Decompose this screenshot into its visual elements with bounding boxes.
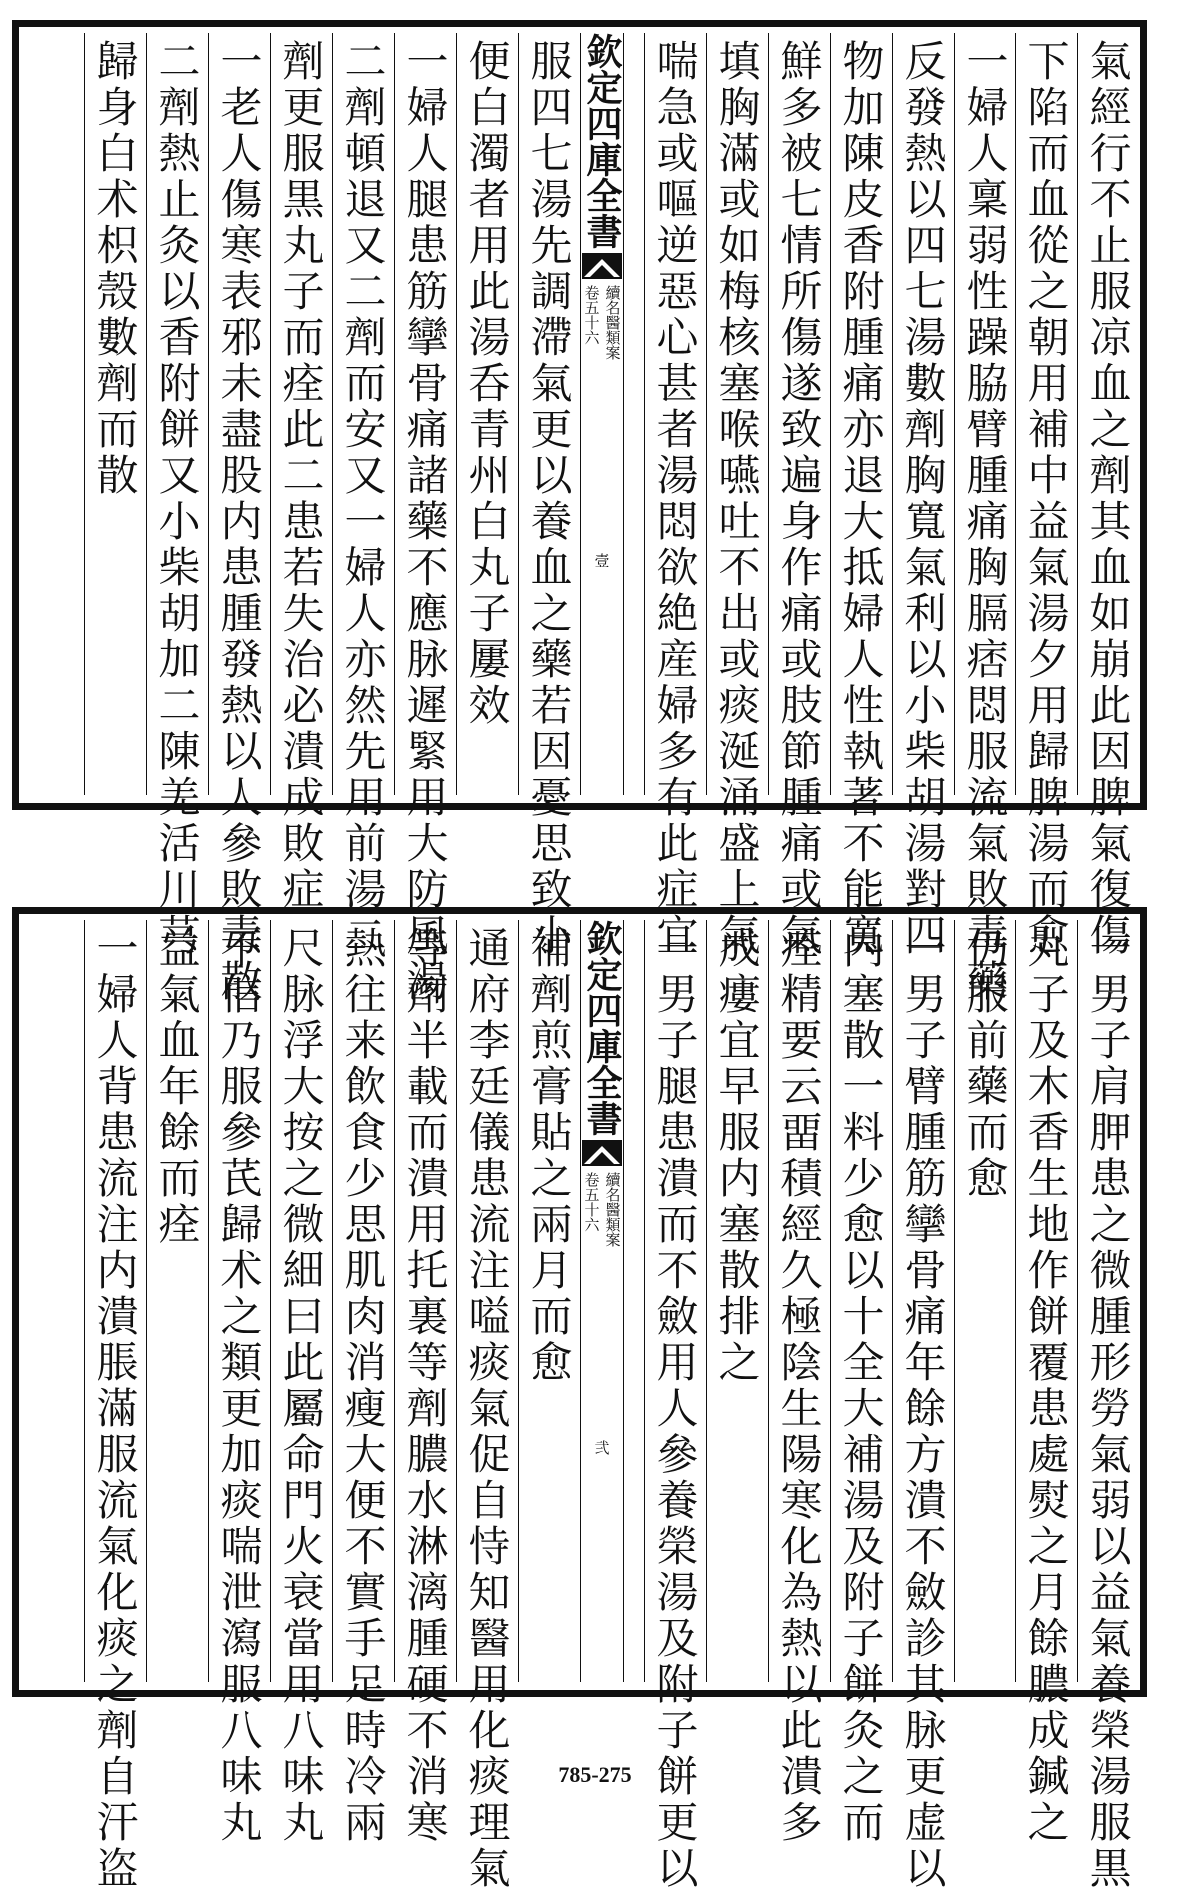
text-column bbox=[394, 920, 454, 1846]
column-text: 劑更服黒丸子而痊此二患若失治必潰成敗症 bbox=[276, 39, 326, 913]
text-column bbox=[954, 920, 1014, 1682]
text-column bbox=[518, 33, 578, 959]
text-column bbox=[1015, 33, 1075, 959]
column-text: 一婦人稟弱性躁脇臂腫痛胸膈痞悶服流氣敗毒藥 bbox=[960, 39, 1010, 1005]
text-column bbox=[706, 920, 766, 1682]
column-text: 一男子腿患潰而不斂用人參養榮湯及附子餅更以 bbox=[650, 926, 700, 1892]
text-column bbox=[208, 920, 268, 1846]
text-column bbox=[456, 920, 516, 1892]
column-text: 不信乃服參芪歸术之類更加痰喘泄瀉服八味丸 bbox=[214, 926, 264, 1846]
column-text: 補劑煎膏貼之兩月而愈 bbox=[524, 926, 574, 1386]
banner-title: 欽定四庫全書 bbox=[581, 33, 623, 249]
column-text: 喘急或嘔逆惡心甚者湯悶欲絶産婦多有此症宜 bbox=[650, 39, 700, 959]
text-column bbox=[1077, 33, 1137, 959]
text-column bbox=[270, 920, 330, 1846]
text-column bbox=[394, 33, 454, 1005]
text-column bbox=[332, 920, 392, 1846]
top-page bbox=[12, 20, 1147, 1005]
column-text: 益氣血年餘而痊 bbox=[152, 926, 202, 1248]
column-text: 仍服前藥而愈 bbox=[960, 926, 1010, 1202]
fish-tail-ornament-icon bbox=[582, 253, 622, 279]
column-text: 一老人傷寒表邪未盡股内患腫發熱以人參敗毒散 bbox=[214, 39, 264, 1005]
column-text: 鮮多被七情所傷遂致遍身作痛或肢節腫痛或氣 bbox=[774, 39, 824, 959]
folio-number: 弐 bbox=[592, 1440, 611, 1455]
text-column bbox=[146, 920, 206, 1682]
page-number-footer: 785-275 bbox=[558, 1762, 632, 1787]
text-column bbox=[768, 33, 828, 959]
column-text: 二劑熱止灸以香附餅又小柴胡加二陳羌活川芎 bbox=[152, 39, 202, 959]
column-text: 熱往来飲食少思肌肉消瘦大便不實手足時冷兩 bbox=[338, 926, 388, 1846]
column-text: 一婦人腿患筋攣骨痛諸藥不應脉遲緊用大防風湯 bbox=[400, 39, 450, 1005]
column-text: 一男子肩胛患之微腫形勞氣弱以益氣養榮湯服黒 bbox=[1083, 926, 1133, 1892]
center-banner bbox=[580, 920, 624, 1682]
text-column bbox=[84, 920, 144, 1892]
text-column bbox=[644, 33, 704, 959]
text-column bbox=[954, 33, 1014, 1005]
text-column bbox=[892, 920, 952, 1892]
column-text: 物加陳皮香附腫痛亦退大抵婦人性執著不能寬 bbox=[836, 39, 886, 959]
banner-subtitle bbox=[583, 285, 622, 360]
text-column bbox=[1077, 920, 1137, 1892]
folio-number: 壹 bbox=[592, 553, 611, 568]
text-column bbox=[706, 33, 766, 959]
center-banner bbox=[580, 33, 624, 795]
book-title: 續名醫類案 bbox=[603, 285, 622, 360]
column-text: 填胸滿或如梅核塞喉嚥吐不出或痰涎涌盛上氣 bbox=[712, 39, 762, 959]
volume-label: 卷五十六 bbox=[582, 1172, 601, 1232]
column-text: 一婦人背患流注内潰脹滿服流氣化痰之劑自汗盗 bbox=[90, 926, 140, 1892]
text-column bbox=[830, 920, 890, 1846]
inner-frame bbox=[18, 26, 1141, 1005]
column-text: 等劑半載而潰用托裏等劑膿水淋漓腫硬不消寒 bbox=[400, 926, 450, 1846]
banner-subtitle bbox=[583, 1172, 622, 1247]
column-text: 通府李廷儀患流注嗌痰氣促自恃知醫用化痰理氣 bbox=[462, 926, 512, 1892]
column-text: 反發熱以四七湯數劑胸寬氣利以小柴胡湯對四 bbox=[898, 39, 948, 959]
column-text: 痊精要云畱積經久極陰生陽寒化為熱以此潰多 bbox=[774, 926, 824, 1846]
column-text: 成瘻宜早服内塞散排之 bbox=[712, 926, 762, 1386]
text-column bbox=[892, 33, 952, 959]
text-column bbox=[146, 33, 206, 959]
column-text: 二劑頓退又二劑而安又一婦人亦然先用前湯二 bbox=[338, 39, 388, 959]
column-text: 尺脉浮大按之微細曰此屬命門火衰當用八味丸 bbox=[276, 926, 326, 1846]
text-column bbox=[768, 920, 828, 1846]
text-column bbox=[518, 920, 578, 1682]
banner-title: 欽定四庫全書 bbox=[581, 920, 623, 1136]
volume-label: 卷五十六 bbox=[582, 285, 601, 345]
text-column bbox=[208, 33, 268, 1005]
column-text: 便白濁者用此湯呑青州白丸子屢效 bbox=[462, 39, 512, 729]
fish-tail-ornament-icon bbox=[582, 1140, 622, 1166]
text-column bbox=[644, 920, 704, 1892]
column-text: 歸身白术枳殼數劑而散 bbox=[90, 39, 140, 499]
book-title: 續名醫類案 bbox=[603, 1172, 622, 1247]
column-text: 服四七湯先調滯氣更以養血之藥若因憂思致小 bbox=[524, 39, 574, 959]
text-column bbox=[1015, 920, 1075, 1846]
text-column bbox=[456, 33, 516, 795]
text-column bbox=[830, 33, 890, 959]
column-text: 氣經行不止服凉血之劑其血如崩此因脾氣復傷 bbox=[1083, 39, 1133, 959]
text-column bbox=[270, 33, 330, 913]
column-text: 内塞散一料少愈以十全大補湯及附子餅灸之而 bbox=[836, 926, 886, 1846]
column-text: 丸子及木香生地作餅覆患處熨之月餘膿成鍼之 bbox=[1021, 926, 1071, 1846]
text-column bbox=[332, 33, 392, 959]
column-text: 下陷而血從之朝用補中益氣湯夕用歸脾湯而愈 bbox=[1021, 39, 1071, 959]
column-text: 一男子臂腫筋攣骨痛年餘方潰不斂診其脉更虚以 bbox=[898, 926, 948, 1892]
text-column bbox=[84, 33, 144, 795]
